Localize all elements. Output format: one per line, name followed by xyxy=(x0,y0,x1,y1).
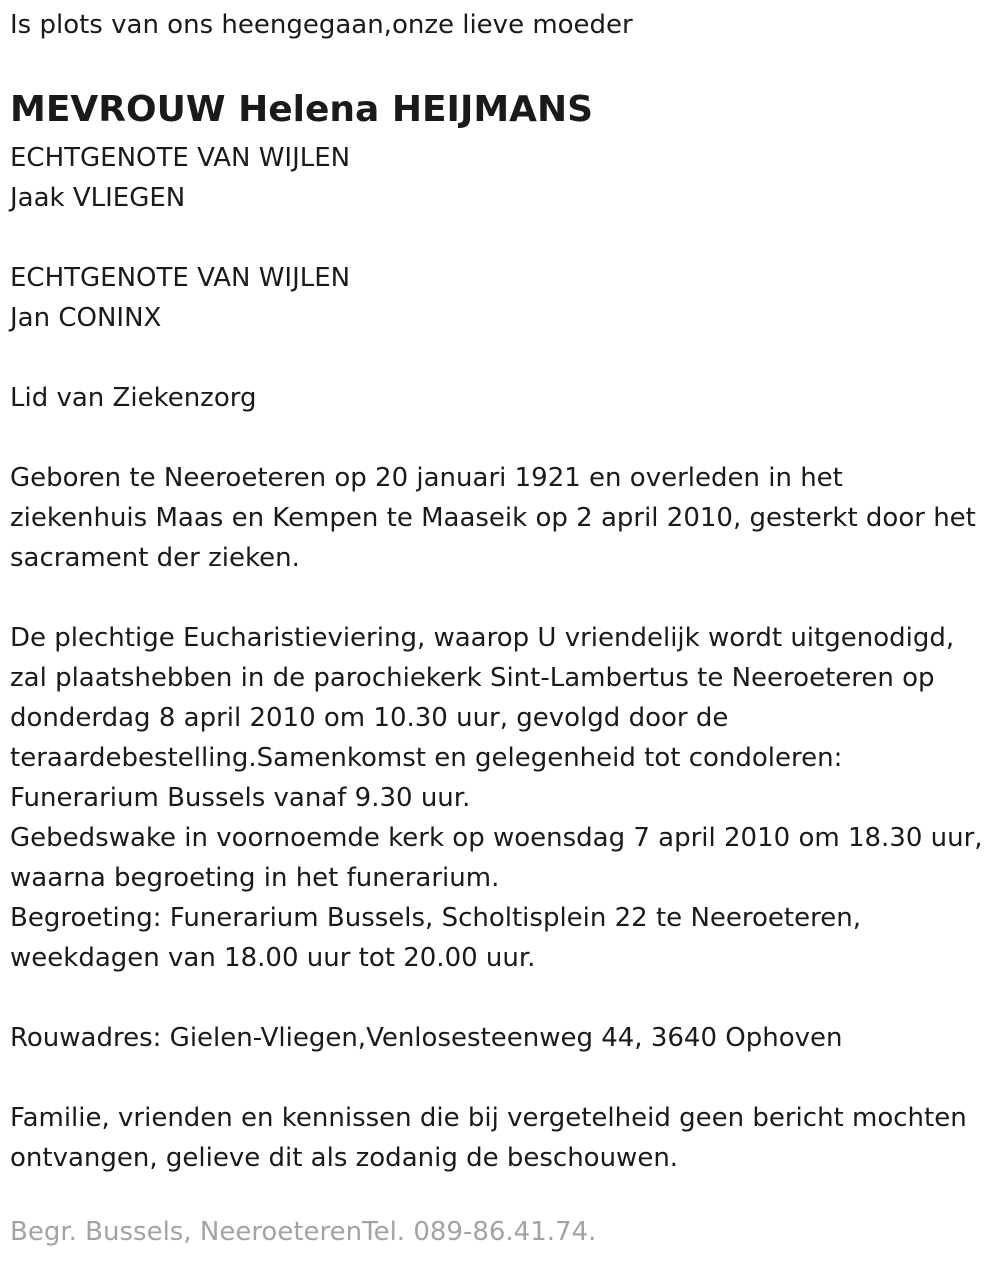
spacer xyxy=(10,418,990,458)
paragraph-line: De plechtige Eucharistieviering, waarop U vriendelijk wordt uitgenodigd, xyxy=(10,623,955,653)
paragraph-line: ziekenhuis Maas en Kempen te Maaseik op 2 april 2010, gesterkt door het xyxy=(10,503,976,533)
ceremony-paragraph xyxy=(10,618,990,978)
paragraph-line: zal plaatshebben in de parochiekerk Sint-Lambertus te Neeroeteren op xyxy=(10,663,935,693)
paragraph-line: weekdagen van 18.00 uur tot 20.00 uur. xyxy=(10,943,536,973)
paragraph-line: sacrament der zieken. xyxy=(10,543,300,573)
deceased-name: MEVROUW Helena HEIJMANS xyxy=(10,89,594,130)
spouse-label: ECHTGENOTE VAN WIJLEN xyxy=(10,263,351,293)
paragraph-line: Gebedswake in voornoemde kerk op woensdag 7 april 2010 om 18.30 uur, xyxy=(10,823,983,853)
paragraph-line: Familie, vrienden en kennissen die bij vergetelheid geen bericht mochten xyxy=(10,1103,967,1133)
paragraph-line: donderdag 8 april 2010 om 10.30 uur, gevolgd door de xyxy=(10,703,729,733)
paragraph-line: Begroeting: Funerarium Bussels, Scholtisplein 22 te Neeroeteren, xyxy=(10,903,861,933)
spouse-2-block xyxy=(10,258,990,338)
intro-text: Is plots van ons heengegaan,onze lieve moeder xyxy=(10,10,633,40)
spouse-1-block xyxy=(10,138,990,218)
paragraph-line: ontvangen, gelieve dit als zodanig de beschouwen. xyxy=(10,1143,679,1173)
spouse-name: Jan CONINX xyxy=(10,303,162,333)
mourning-address: Rouwadres: Gielen-Vliegen,Venlosesteenweg 44, 3640 Ophoven xyxy=(10,1023,843,1053)
spacer xyxy=(10,978,990,1018)
paragraph-line: Funerarium Bussels vanaf 9.30 uur. xyxy=(10,783,471,813)
spouse-label: ECHTGENOTE VAN WIJLEN xyxy=(10,143,351,173)
membership-text: Lid van Ziekenzorg xyxy=(10,383,257,413)
birth-death-paragraph xyxy=(10,458,990,578)
spouse-name: Jaak VLIEGEN xyxy=(10,183,186,213)
closing-paragraph xyxy=(10,1098,990,1178)
funeral-home-footer: Begr. Bussels, NeeroeterenTel. 089-86.41.74. xyxy=(10,1217,597,1247)
paragraph-line: Geboren te Neeroeteren op 20 januari 1921 en overleden in het xyxy=(10,463,843,493)
spacer xyxy=(10,1058,990,1098)
spacer xyxy=(10,338,990,378)
paragraph-line: waarna begroeting in het funerarium. xyxy=(10,863,500,893)
spacer xyxy=(10,218,990,258)
paragraph-line: teraardebestelling.Samenkomst en gelegenheid tot condoleren: xyxy=(10,743,843,773)
spacer xyxy=(10,578,990,618)
